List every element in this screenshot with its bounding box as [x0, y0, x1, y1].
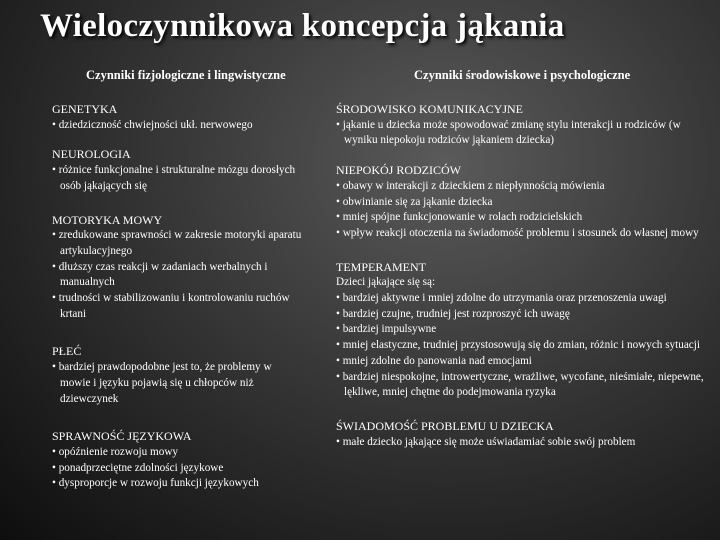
- section-swiadomosc-problemu: [336, 419, 708, 450]
- right-column: [336, 102, 708, 450]
- bullet-item: • dłuższy czas reakcji w zadaniach werbalnych i manualnych: [52, 260, 268, 289]
- section-niepokoj-rodzicow: [336, 163, 708, 242]
- bullet-item: • bardziej prawdopodobne jest to, że problemy w mowie i języku pojawią się u chłopców niż dziewczynek: [52, 361, 272, 405]
- bullet-item: • obawy w interakcji z dzieckiem z niepłynnością mówienia: [336, 179, 605, 192]
- bullet-item: • różnice funkcjonalne i strukturalne mózgu dorosłych osób jąkających się: [52, 164, 296, 192]
- bullet-item: • obwinianie się za jąkanie dziecka: [336, 195, 493, 208]
- bullet-item: • bardziej niespokojne, introwertyczne, wrażliwe, wycofane, nieśmiałe, niepewne, lękliwe, mniej chętne do podejmowania ryzyka: [336, 370, 704, 399]
- section-title: NIEPOKÓJ RODZICÓW: [336, 163, 461, 178]
- section-title: PŁEĆ: [52, 344, 82, 359]
- section-srodowisko-komunikacyjne: [336, 102, 708, 149]
- section-plec: [52, 344, 302, 407]
- bullet-item: • bardziej impulsywne: [336, 323, 437, 336]
- bullet-item: • mniej zdolne do panowania nad emocjami: [336, 354, 532, 367]
- left-column: [52, 102, 302, 492]
- section-neurologia: [52, 147, 302, 194]
- section-temperament: [336, 260, 708, 401]
- section-motoryka-mowy: [52, 213, 302, 323]
- bullet-item: • dziedziczność chwiejności ukł. nerwowego: [52, 118, 253, 131]
- bullet-item: • ponadprzeciętne zdolności językowe: [52, 461, 224, 474]
- section-intro: Dzieci jąkające się są:: [336, 276, 436, 289]
- bullet-item: • mniej elastyczne, trudniej przystosowują się do zmian, różnic i nowych sytuacji: [336, 339, 700, 352]
- section-sprawnosc-jezykowa: [52, 429, 302, 492]
- left-column-heading: Czynniki fizjologiczne i lingwistyczne: [86, 68, 286, 82]
- bullet-item: • wpływ reakcji otoczenia na świadomość problemu i stosunek do własnej mowy: [336, 226, 699, 239]
- bullet-item: • dysproporcje w rozwoju funkcji językowych: [52, 477, 259, 490]
- section-title: NEUROLOGIA: [52, 147, 131, 162]
- bullet-item: • mniej spójne funkcjonowanie w rolach rodzicielskich: [336, 211, 583, 224]
- section-title: SPRAWNOŚĆ JĘZYKOWA: [52, 429, 192, 444]
- bullet-item: • bardziej czujne, trudniej jest rozproszyć ich uwagę: [336, 307, 570, 320]
- section-title: TEMPERAMENT: [336, 259, 426, 274]
- section-title: GENETYKA: [52, 102, 118, 116]
- bullet-item: • trudności w stabilizowaniu i kontrolowaniu ruchów krtani: [52, 292, 290, 320]
- bullet-item: • małe dziecko jąkające się może uświadamiać sobie swój problem: [336, 435, 636, 448]
- right-column-heading: Czynniki środowiskowe i psychologiczne: [414, 68, 631, 82]
- bullet-item: • jąkanie u dziecka może spowodować zmianę stylu interakcji u rodziców (w wyniku niepokoju rodziców jąkaniem dziecka): [336, 118, 681, 147]
- bullet-item: • zredukowane sprawności w zakresie motoryki aparatu artykulacyjnego: [52, 229, 302, 257]
- section-title: ŚWIADOMOŚĆ PROBLEMU U DZIECKA: [336, 418, 554, 433]
- section-title: MOTORYKA MOWY: [52, 212, 163, 227]
- slide-title: Wieloczynnikowa koncepcja jąkania: [40, 8, 565, 44]
- section-title: ŚRODOWISKO KOMUNIKACYJNE: [336, 102, 524, 116]
- section-genetyka: [52, 102, 302, 133]
- bullet-item: • opóźnienie rozwoju mowy: [52, 445, 179, 458]
- bullet-item: • bardziej aktywne i mniej zdolne do utrzymania oraz przenoszenia uwagi: [336, 292, 667, 305]
